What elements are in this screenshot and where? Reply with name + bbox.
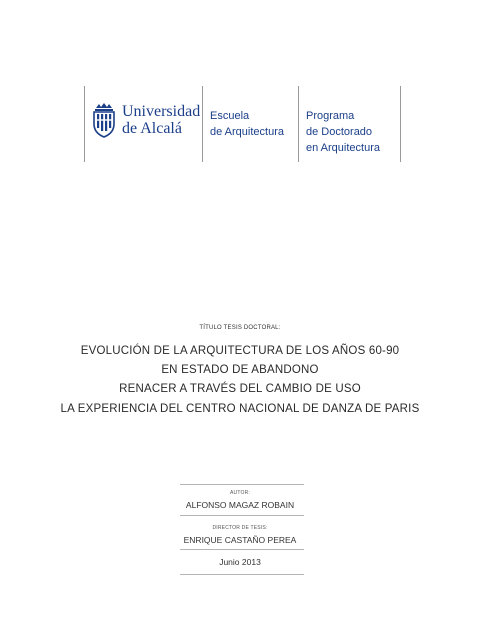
university-name-line2: de Alcalá xyxy=(122,120,182,137)
header-divider-left xyxy=(84,86,85,162)
header-divider-middle xyxy=(202,86,203,162)
university-logo xyxy=(90,102,202,142)
university-crest-icon xyxy=(90,102,118,138)
university-name xyxy=(122,103,200,137)
author-label: AUTOR: xyxy=(230,490,250,496)
program-name-line3: en Arquitectura xyxy=(306,142,380,154)
thesis-date: Junio 2013 xyxy=(219,557,261,567)
thesis-title-label: TÍTULO TESIS DOCTORAL: xyxy=(199,325,281,331)
separator xyxy=(180,574,304,575)
header-divider-right xyxy=(298,86,299,162)
school-name-line2: de Arquitectura xyxy=(210,126,284,138)
school-name-line1: Escuela xyxy=(210,110,250,122)
program-name-line2: de Doctorado xyxy=(306,126,373,138)
thesis-title-line-4: LA EXPERIENCIA DEL CENTRO NACIONAL DE DANZA DE PARIS xyxy=(60,403,420,415)
header-divider-end xyxy=(400,86,401,162)
separator xyxy=(180,515,304,516)
thesis-title-line-1: EVOLUCIÓN DE LA ARQUITECTURA DE LOS AÑOS 60-90 xyxy=(80,345,400,357)
thesis-title-line-3: RENACER A TRAVÉS DEL CAMBIO DE USO xyxy=(119,383,361,395)
separator xyxy=(180,484,304,485)
school-name xyxy=(210,108,284,140)
program-name-line1: Programa xyxy=(306,110,355,122)
director-label: DIRECTOR DE TESIS: xyxy=(212,525,268,531)
author-name: ALFONSO MAGAZ ROBAIN xyxy=(185,500,295,510)
separator xyxy=(180,549,304,550)
university-name-line1: Universidad xyxy=(122,103,201,120)
thesis-title-line-2: EN ESTADO DE ABANDONO xyxy=(161,364,319,376)
program-name xyxy=(306,108,380,156)
director-name: ENRIQUE CASTAÑO PEREA xyxy=(183,535,297,545)
